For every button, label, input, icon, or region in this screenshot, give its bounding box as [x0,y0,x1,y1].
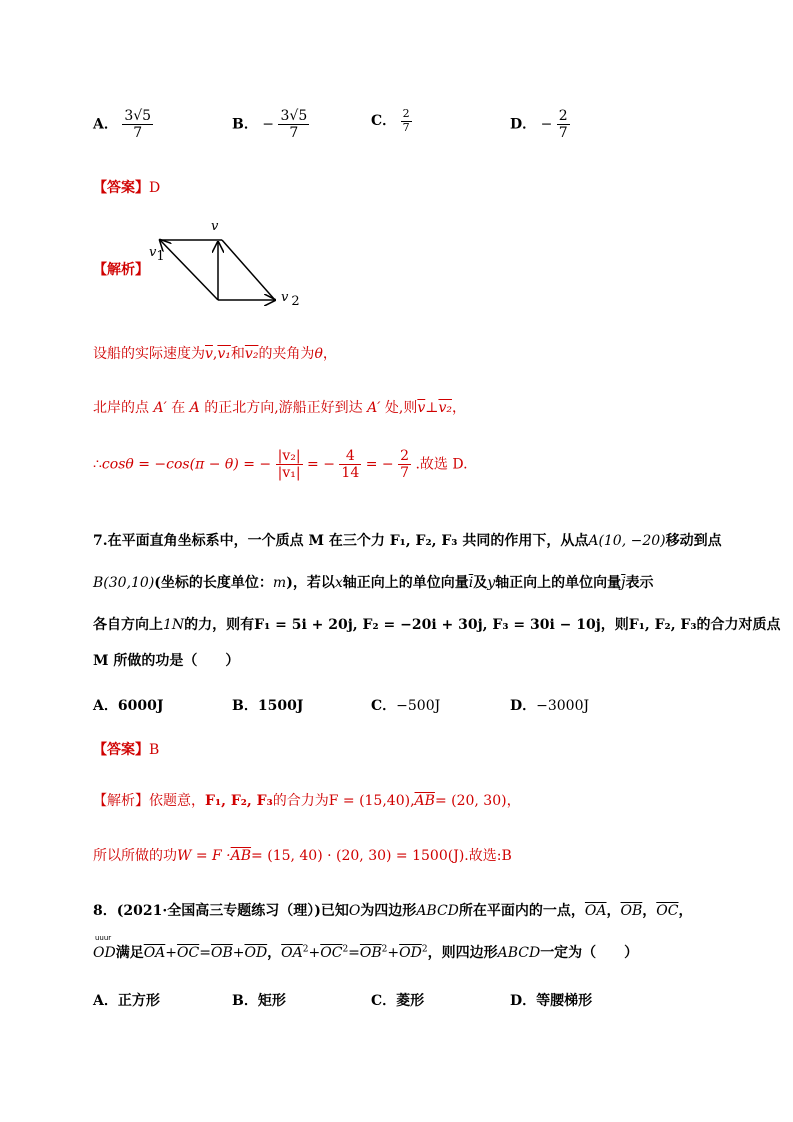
q7-option-b: B．1500J [232,698,304,714]
label-v: v [211,219,219,234]
q6-option-d: D． − $\frac{2}{7}$ [510,108,568,142]
q7-stem-line2: B(30,10)(坐标的长度单位：m)，若以x轴正向上的单位向量$\overline{i}$及y轴正向上的单位向量$\overline{j}$表示 [93,575,654,591]
answer-tag: 【答案】 [93,180,149,196]
q6-option-a [93,108,153,141]
q7-stem-line4: M 所做的功是（ ） [93,653,240,669]
q7-stem-line1: 7.在平面直角坐标系中，一个质点 M 在三个力 F₁, F₂, F₃ 共同的作用下，从点A(10, −20)移动到点 [93,533,722,549]
q8-stem-line1: 8．(2021·全国高三专题练习（理）)已知O为四边形ABCD所在平面内的一点，$\overline{OA}$，$\overline{OB}$，$\overline{OC}$， [93,903,693,919]
q7-option-c: C．−500J [371,698,441,714]
option-value: $\frac{3√5}{7}$ [280,108,308,142]
v1-vector [160,240,218,300]
q7-stem-line3: 各自方向上1N的力，则有F₁ = 5i + 20j, F₂ = −20i + 30j, F₃ = 30i − 10j，则F₁, F₂, F₃的合力对质点 [93,617,781,633]
q7-option-d: D．−3000J [510,698,590,714]
q8-stem-line2: OD满足$\overline{OA}+\overline{OC}=\overline{OB}+\overline{OD}$，$\overline{OA}^2+\overline{OC}^2=\overline{OB}^2+\overline{OD}^2$，则四边形ABCD一定为（ ） [93,944,639,961]
option-label: B． [232,116,258,133]
q7-analysis-line1: 【解析】依题意，F₁, F₂, F₃的合力为$F = (15,40),\overline{AB}= (20$, 30)， [93,793,521,809]
q7-option-a: A．6000J [93,698,164,714]
option-label: C． [371,113,397,130]
option-value: $\frac{2}{7}$ [558,108,568,142]
q8-option-b: B．矩形 [232,993,286,1009]
q6-analysis-line2: 北岸的点 A′ 在 A 的正北方向,游船正好到达 A′ 处,则$\overline{v}\perp v_2$， [93,400,466,416]
q8-option-c: C．菱形 [371,993,425,1009]
option-value: $\frac{2}{7}$ [402,107,410,134]
parallelogram-right-edge [222,240,275,300]
velocity-parallelogram-diagram [145,212,315,312]
q8-option-a: A．正方形 [93,993,160,1009]
answer-value: D [149,180,161,196]
q8-uuur-mark: uuur [95,934,112,942]
q6-analysis-line3: ∴cosθ = −cos(π − θ) = − $\frac{\text{|v₂|}}{\text{|v₁|}}$ = − $\frac{4}{14}$ = − $\frac{2}{7}$ .故选 D. [93,448,468,482]
label-v1: v1 [149,245,165,264]
q7-analysis-line2: 所以所做的功$W = F \cdot\overline{AB}= (15$, 40) · (20, 30) = 1500(J).故选:B [93,848,512,864]
q6-analysis-line1: 设船的实际速度为$\overline{v},v_1$和v₂的夹角为θ， [93,346,337,362]
option-value: $\frac{3√5}{7}$ [124,108,152,142]
q6-option-c [371,108,412,134]
q6-answer [93,177,160,197]
q6-option-b: B． − $\frac{3√5}{7}$ [232,108,308,142]
label-v2: v 2 [281,290,300,309]
q7-answer: 【答案】B [93,742,160,758]
q6-analysis-tag: 【解析】 [93,262,149,278]
option-label: A． [93,116,118,133]
option-label: D． [510,116,537,133]
q8-option-d: D．等腰梯形 [510,993,593,1009]
